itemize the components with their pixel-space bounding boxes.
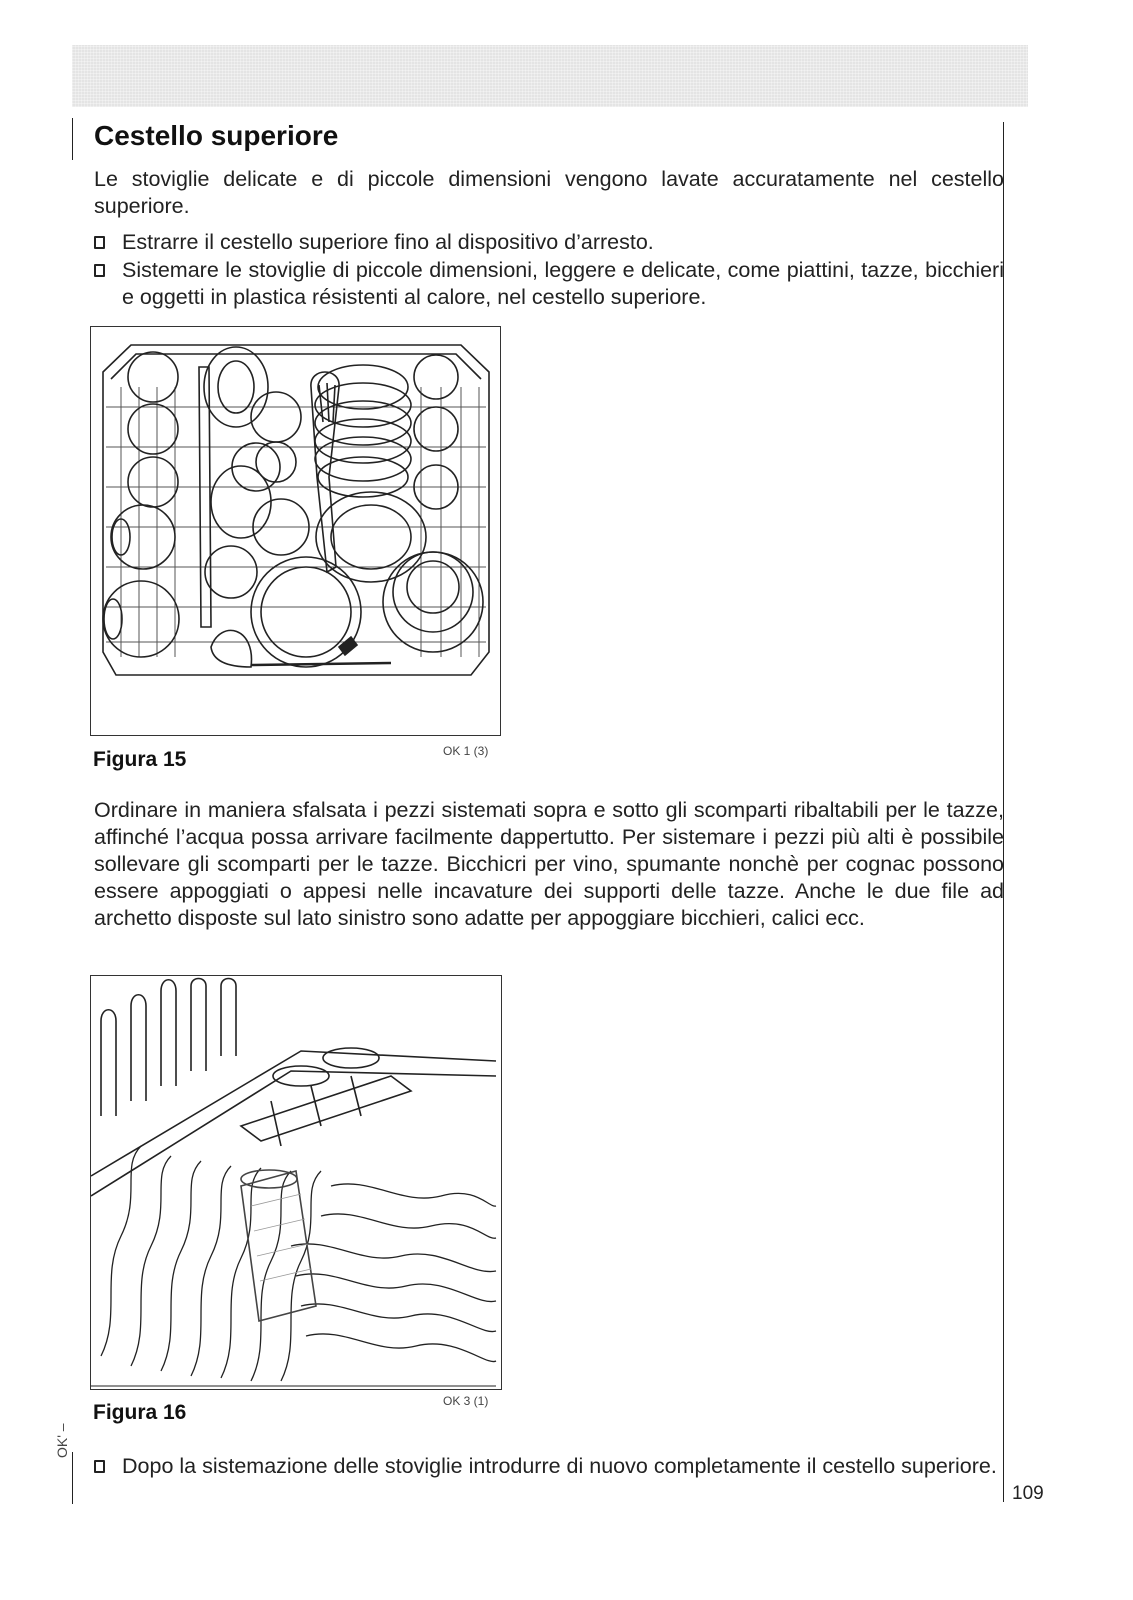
body-paragraph: Ordinare in maniera sfalsata i pezzi sistemati sopra e sotto gli scomparti ribaltabili per le tazze, affinché l’acqua possa arrivare facilmente dappertutto. Per sistemare i pezzi più alti è possibile sollevare gli scomparti per le tazze. Bicchicri per vino, spumante nonchè per cognac possono essere appoggiati o appesi nelle incavature dei supporti delle tazze. Anche le due file ad archetto disposte sul lato sinistro sono adatte per appoggiare bicchieri, calici ecc. — [94, 798, 1004, 930]
figure-15-illustration — [90, 326, 501, 736]
section-title: Cestello superiore — [94, 120, 339, 151]
upper-basket-top-view — [91, 327, 500, 735]
figure-15-code: OK 1 (3) — [443, 744, 489, 758]
final-step — [94, 1453, 1004, 1480]
figure-16-code: OK 3 (1) — [443, 1394, 489, 1408]
figure-16-label: Figura 16 — [93, 1401, 187, 1424]
figure-16-illustration — [90, 975, 502, 1390]
step-2 — [94, 257, 1004, 311]
step-1-text: Estrarre il cestello superiore fino al dispositivo d’arresto. — [122, 230, 654, 254]
step-1 — [94, 229, 1004, 256]
checkbox-bullet-icon — [94, 264, 105, 277]
header-band — [72, 45, 1028, 107]
checkbox-bullet-icon — [94, 1460, 105, 1473]
step-2-text: Sistemare le stoviglie di piccole dimensioni, leggere e delicate, come piattini, tazze, bicchieri e oggetti in plastica résistenti al calore, nel cestello superiore. — [122, 258, 1004, 309]
intro-paragraph: Le stoviglie delicate e di piccole dimensioni vengono lavate accuratamente nel cestello superiore. — [94, 167, 1004, 218]
margin-code: OK' – — [54, 1423, 70, 1458]
figure-15-label: Figura 15 — [93, 748, 187, 771]
page-number: 109 — [1012, 1483, 1044, 1504]
basket-perspective-view — [91, 976, 501, 1389]
final-step-text: Dopo la sistemazione delle stoviglie introdurre di nuovo completamente il cestello superiore. — [122, 1454, 997, 1478]
checkbox-bullet-icon — [94, 236, 105, 249]
left-margin-rule-top — [72, 118, 73, 160]
left-margin-rule-bottom — [72, 1452, 73, 1504]
